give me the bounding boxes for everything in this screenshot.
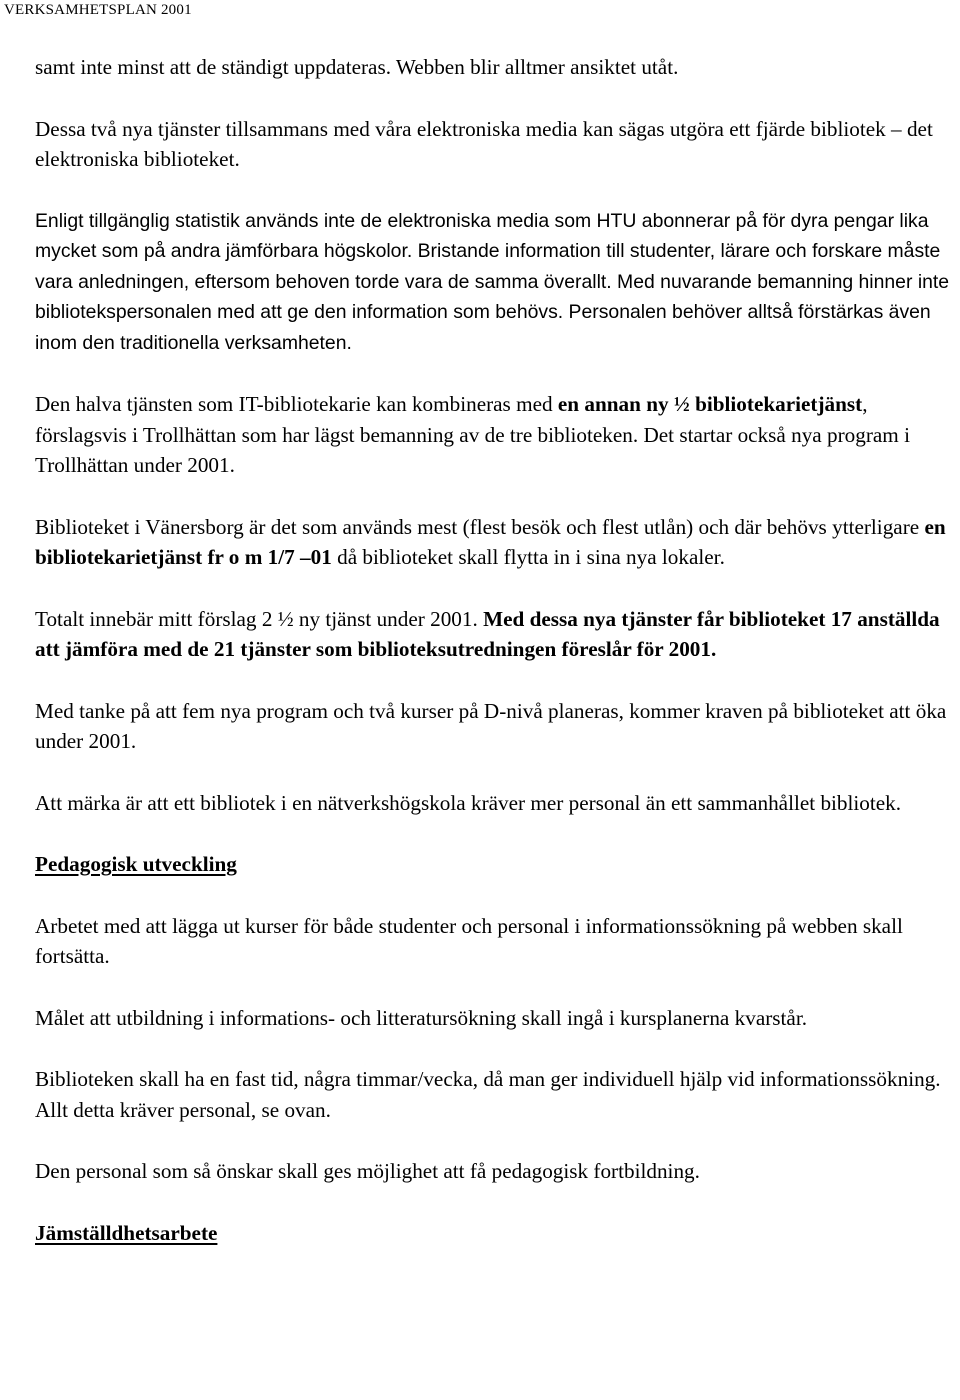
paragraph-d-niva: Med tanke på att fem nya program och två kurser på D-nivå planeras, kommer kraven på biblioteket att öka under 2001. (35, 698, 947, 753)
document-body (35, 52, 960, 1279)
emphasis-text: en annan ny ½ bibliotekarietjänst (557, 392, 863, 416)
emphasis-text: en bibliotekarietjänst fr o m 1/7 –01 (35, 514, 946, 569)
section-heading-pedagogisk: Pedagogisk utveckling (35, 852, 237, 876)
paragraph-text: då biblioteket skall flytta in i sina nya lokaler. (331, 545, 725, 569)
paragraph-fjarde-bibliotek: Dessa två nya tjänster tillsammans med våra elektroniska media kan sägas utgöra ett fjärde bibliotek – det elektroniska biblioteket. (35, 116, 933, 171)
running-header: VERKSAMHETSPLAN 2001 (4, 2, 192, 18)
paragraph-text: , förslagsvis i Trollhättan som har lägst bemanning av de tre biblioteken. Det startar också nya program i Trollhättan under 2001. (35, 392, 910, 477)
paragraph-kursplanerna: Målet att utbildning i informations- och litteratursökning skall ingå i kursplanerna kvarstår. (35, 1005, 807, 1030)
paragraph-text: Totalt innebär mitt förslag 2 ½ ny tjänst under 2001. (35, 606, 484, 631)
paragraph-webben: samt inte minst att de ständigt uppdateras. Webben blir alltmer ansiktet utåt. (35, 55, 679, 79)
paragraph-fortbildning: Den personal som så önskar skall ges möjlighet att få pedagogisk fortbildning. (35, 1159, 700, 1183)
paragraph-totalt (35, 604, 960, 665)
emphasis-text: Med dessa nya tjänster får biblioteket 17 anställda att jämföra med de 21 tjänster som biblioteksutredningen föreslår för 2001. (35, 606, 940, 661)
paragraph-vanersborg (35, 512, 960, 573)
paragraph-statistik: Enligt tillgänglig statistik används inte de elektroniska media som HTU abonnerar på för dyra pengar lika mycket som på andra jämförbara högskolor. Bristande information till studenter, lärare och forskare måste vara anledningen, eftersom behoven torde vara de samma överallt. Med nuvarande bemanning hinner inte bibliotekspersonalen med att ge den information som behövs. Personalen behöver alltså förstärkas även inom den traditionella verksamheten. (35, 209, 950, 354)
section-heading-jamstalldhet: Jämställdhetsarbete (35, 1220, 218, 1245)
paragraph-natverkshogskola: Att märka är att ett bibliotek i en nätverkshögskola kräver mer personal än ett sammanhållet bibliotek. (35, 790, 902, 815)
paragraph-fast-tid: Biblioteken skall ha en fast tid, några timmar/vecka, då man ger individuell hjälp vid informationssökning. Allt detta kräver personal, se ovan. (35, 1067, 941, 1122)
paragraph-text: Den halva tjänsten som IT-bibliotekarie kan kombineras med (35, 392, 558, 416)
paragraph-it-bibliotekarie (35, 389, 960, 481)
paragraph-text: Biblioteket i Vänersborg är det som används mest (flest besök och flest utlån) och där behövs ytterligare (35, 514, 925, 539)
paragraph-kurser-webben: Arbetet med att lägga ut kurser för både studenter och personal i informationssökning på webben skall fortsätta. (35, 913, 903, 968)
